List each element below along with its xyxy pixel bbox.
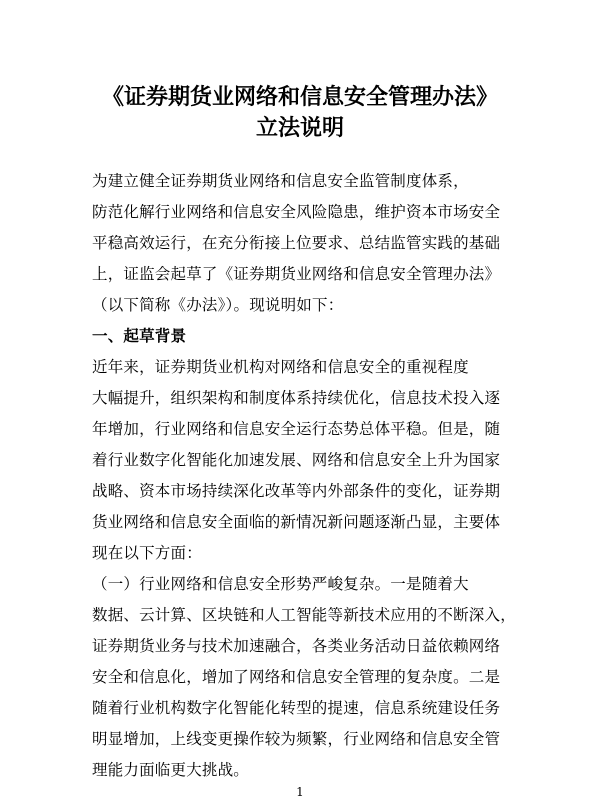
intro-line: 为建立健全证券期货业网络和信息安全监管制度体系， <box>92 172 469 190</box>
section-heading: 一、起草背景 <box>92 327 187 345</box>
subsection-line: 随着行业机构数字化智能化转型的提速，信息系统建设任务 <box>92 699 501 717</box>
section-line: 货业网络和信息安全面临的新情况新问题逐渐凸显，主要体 <box>92 513 501 531</box>
intro-line: 平稳高效运行，在充分衔接上位要求、总结监管实践的基础 <box>92 234 501 252</box>
document-title: 《证券期货业网络和信息安全管理办法》 <box>101 84 498 110</box>
subsection-line: 明显增加，上线变更操作较为频繁，行业网络和信息安全管 <box>92 730 501 748</box>
section-line: 现在以下方面： <box>92 544 202 562</box>
section-line: 近年来，证券期货业机构对网络和信息安全的重视程度 <box>92 358 469 376</box>
subsection-line: 安全和信息化，增加了网络和信息安全管理的复杂度。二是 <box>92 668 501 686</box>
document-subtitle: 立法说明 <box>255 115 344 141</box>
section-line: 战略、资本市场持续深化改革等内外部条件的变化，证券期 <box>92 482 501 500</box>
subsection-line: （一）行业网络和信息安全形势严峻复杂。一是随着大 <box>92 575 469 593</box>
intro-line: 防范化解行业网络和信息安全风险隐患，维护资本市场安全 <box>92 203 501 221</box>
subsection-line: 数据、云计算、区块链和人工智能等新技术应用的不断深入， <box>92 606 516 624</box>
subsection-line: 证券期货业务与技术加速融合，各类业务活动日益依赖网络 <box>92 637 501 655</box>
section-line: 着行业数字化智能化加速发展、网络和信息安全上升为国家 <box>92 451 501 469</box>
section-line: 大幅提升，组织架构和制度体系持续优化，信息技术投入逐 <box>92 389 501 407</box>
subsection-line: 理能力面临更大挑战。 <box>92 761 250 779</box>
page-number: 1 <box>296 785 304 799</box>
intro-line: （以下简称《办法》）。现说明如下： <box>92 296 344 314</box>
intro-line: 上，证监会起草了《证券期货业网络和信息安全管理办法》 <box>92 265 501 283</box>
section-line: 年增加，行业网络和信息安全运行态势总体平稳。但是，随 <box>92 420 501 438</box>
